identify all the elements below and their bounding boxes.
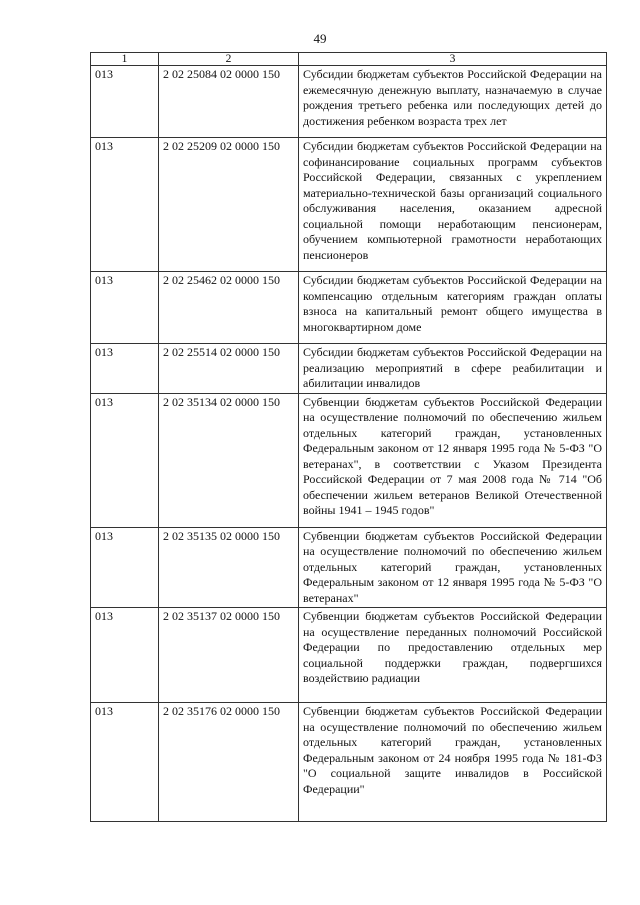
table-header-row [91,53,607,66]
page-number: 49 [313,31,327,46]
description-cell: Субсидии бюджетам субъектов Российской Федерации на реализацию мероприятий в сфере реабилитации и абилитации инвалидов [299,344,607,394]
admin-code-cell: 013 [91,703,159,822]
table-row [91,138,607,272]
budget-code-cell: 2 02 25514 02 0000 150 [159,344,299,394]
column-header-1: 1 [91,53,159,66]
budget-code-cell: 2 02 35134 02 0000 150 [159,393,299,527]
table-row [91,527,607,608]
table-row [91,272,607,344]
admin-code-cell: 013 [91,393,159,527]
budget-code-cell: 2 02 25209 02 0000 150 [159,138,299,272]
table-row [91,66,607,138]
description-cell: Субсидии бюджетам субъектов Российской Федерации на компенсацию отдельным категориям граждан оплаты взноса на капитальный ремонт общего имущества в многоквартирном доме [299,272,607,344]
budget-code-cell: 2 02 35137 02 0000 150 [159,608,299,703]
table-row [91,393,607,527]
table-row [91,344,607,394]
admin-code-cell: 013 [91,344,159,394]
column-header-3: 3 [299,53,607,66]
description-cell: Субвенции бюджетам субъектов Российской Федерации на осуществление полномочий по обеспечению жильем отдельных категорий граждан, установленных Федеральным законом от 12 января 1995 года № 5-ФЗ "О ветеранах", в соответствии с Указом Президента Российской Федерации от 7 мая 2008 года № 714 "Об обеспечении жильем ветеранов Великой Отечественной войны 1941 – 1945 годов" [299,393,607,527]
description-cell: Субсидии бюджетам субъектов Российской Федерации на софинансирование социальных программ субъектов Российской Федерации, связанных с укреплением материально-технической базы организаций социального обслуживания населения, оказанием адресной социальной помощи неработающим пенсионерам, обучением компьютерной грамотности неработающих пенсионеров [299,138,607,272]
table-row [91,608,607,703]
admin-code-cell: 013 [91,608,159,703]
budget-code-cell: 2 02 35135 02 0000 150 [159,527,299,608]
column-header-2: 2 [159,53,299,66]
table-row [91,703,607,822]
budget-code-cell: 2 02 25462 02 0000 150 [159,272,299,344]
description-cell: Субвенции бюджетам субъектов Российской Федерации на осуществление полномочий по обеспечению жильем отдельных категорий граждан, установленных Федеральным законом от 12 января 1995 года № 5-ФЗ "О ветеранах" [299,527,607,608]
description-cell: Субвенции бюджетам субъектов Российской Федерации на осуществление полномочий по обеспечению жильем отдельных категорий граждан, установленных Федеральным законом от 24 ноября 1995 года № 181-ФЗ "О социальной защите инвалидов в Российской Федерации" [299,703,607,822]
admin-code-cell: 013 [91,527,159,608]
admin-code-cell: 013 [91,66,159,138]
budget-code-cell: 2 02 25084 02 0000 150 [159,66,299,138]
description-cell: Субсидии бюджетам субъектов Российской Федерации на ежемесячную денежную выплату, назначаемую в случае рождения третьего ребенка или последующих детей до достижения ребенком возраста трех лет [299,66,607,138]
description-cell: Субвенции бюджетам субъектов Российской Федерации на осуществление переданных полномочий Российской Федерации по предоставлению отдельных мер социальной поддержки граждан, подвергшихся воздействию радиации [299,608,607,703]
admin-code-cell: 013 [91,272,159,344]
budget-code-cell: 2 02 35176 02 0000 150 [159,703,299,822]
budget-classification-table [90,52,607,822]
admin-code-cell: 013 [91,138,159,272]
